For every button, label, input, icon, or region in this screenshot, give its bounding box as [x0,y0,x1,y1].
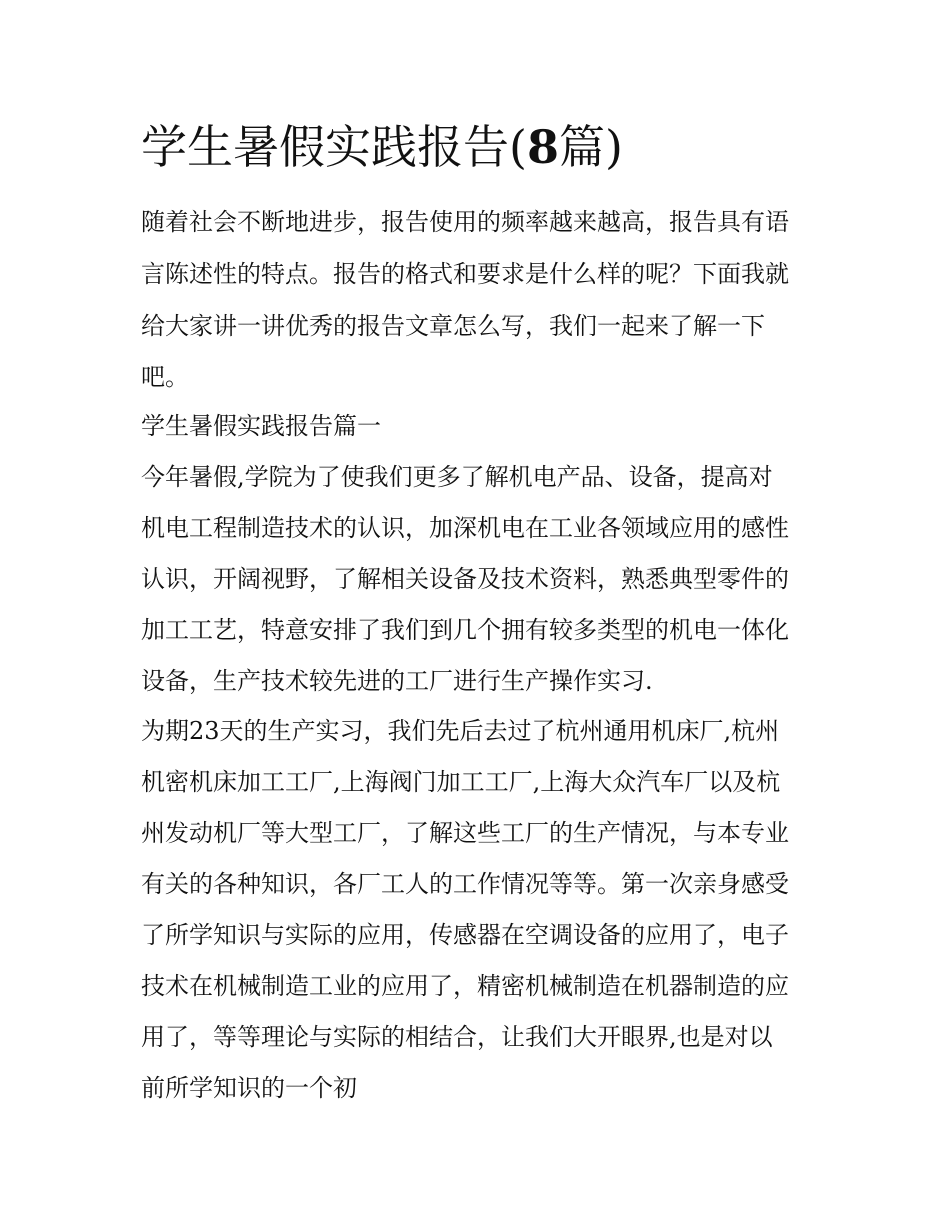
body-line-10: 了所学知识与实际的应用，传感器在空调设备的应用了，电子 [141,921,789,949]
body-line-1: 今年暑假,学院为了使我们更多了解机电产品、设备，提高对 [141,463,773,491]
intro-line-2: 言陈述性的特点。报告的格式和要求是什么样的呢？下面我就 [141,260,789,288]
body-line-9: 有关的各种知识，各厂工人的工作情况等等。第一次亲身感受 [141,870,789,898]
body-line-6: 为期23天的生产实习，我们先后去过了杭州通用机床厂,杭州 [141,717,780,745]
title-tail: 篇) [558,120,623,174]
body-line-5: 设备，生产技术较先进的工厂进行生产操作实习. [141,667,653,695]
body-line-4: 加工工艺，特意安排了我们到几个拥有较多类型的机电一体化 [141,616,789,644]
body-line-12: 用了，等等理论与实际的相结合，让我们大开眼界,也是对以 [141,1023,773,1051]
body-line-2: 机电工程制造技术的认识，加深机电在工业各领域应用的感性 [141,514,789,542]
intro-line-3: 给大家讲一讲优秀的报告文章怎么写，我们一起来了解一下 [141,312,765,340]
intro-line-1: 随着社会不断地进步，报告使用的频率越来越高，报告具有语 [141,208,789,236]
body-line-7: 机密机床加工工厂,上海阀门加工工厂,上海大众汽车厂以及杭 [141,768,781,796]
body-line-11: 技术在机械制造工业的应用了，精密机械制造在机器制造的应 [141,972,789,1000]
document-title [141,118,623,176]
title-main: 学生暑假实践报告( [141,120,527,174]
section-heading-1: 学生暑假实践报告篇一 [141,412,381,440]
body-line-13: 前所学知识的一个初 [141,1074,357,1102]
title-number: 8 [526,120,559,174]
intro-line-4: 吧。 [141,363,189,391]
body-line-3: 认识，开阔视野，了解相关设备及技术资料，熟悉典型零件的 [141,565,789,593]
body-line-8: 州发动机厂等大型工厂，了解这些工厂的生产情况，与本专业 [141,819,789,847]
